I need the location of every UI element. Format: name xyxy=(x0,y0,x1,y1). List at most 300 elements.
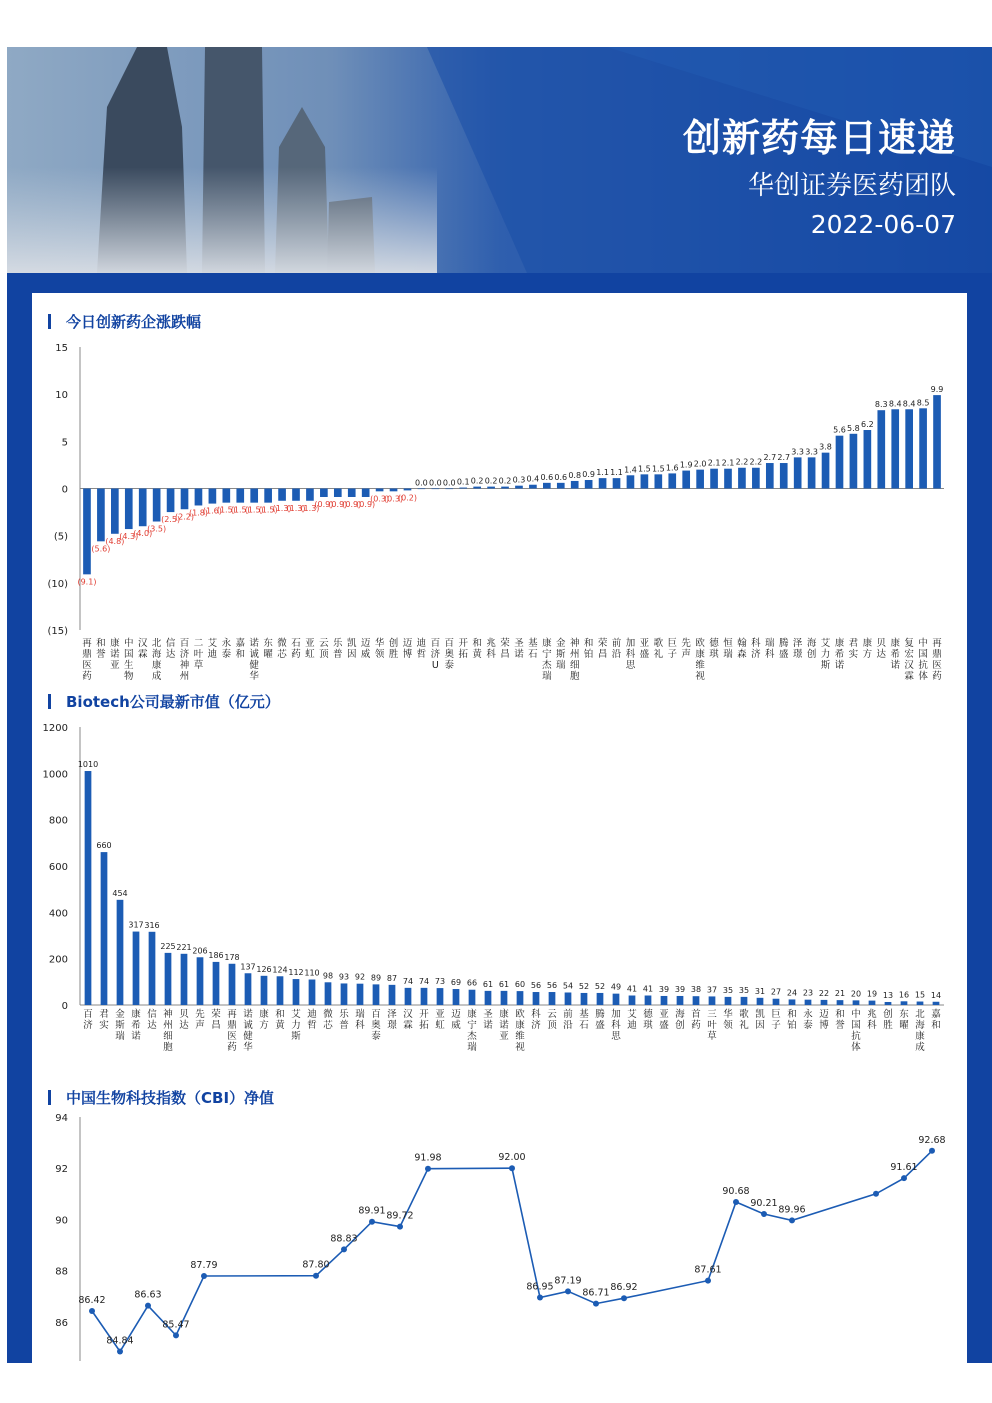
data-label: 90.68 xyxy=(722,1185,750,1197)
data-label: 87.80 xyxy=(302,1259,330,1271)
data-label: 0.4 xyxy=(526,474,540,484)
bar xyxy=(613,994,620,1005)
data-label: (1.3) xyxy=(272,503,292,513)
data-point xyxy=(201,1273,207,1279)
data-point xyxy=(901,1175,907,1181)
data-label: (1.8) xyxy=(188,508,208,518)
category-label: 和铂 xyxy=(583,638,594,660)
data-label: 137 xyxy=(240,962,256,972)
data-label: 1.9 xyxy=(679,460,693,470)
category-label: 康方 xyxy=(259,1009,269,1031)
category-label: 迈博 xyxy=(819,1009,829,1031)
category-label: 贝达 xyxy=(179,1009,189,1031)
category-label: 和誉 xyxy=(835,1009,845,1031)
data-label: 86.92 xyxy=(610,1282,638,1294)
bar xyxy=(629,996,636,1005)
y-tick-label: 400 xyxy=(48,908,68,920)
data-label: 90.21 xyxy=(750,1198,778,1210)
bar xyxy=(738,468,746,489)
data-point xyxy=(89,1308,95,1314)
data-label: 27 xyxy=(770,987,782,997)
bar xyxy=(111,489,119,534)
cbi-line xyxy=(92,1151,932,1352)
data-label: 8.4 xyxy=(902,399,916,409)
data-point xyxy=(425,1166,431,1172)
bar xyxy=(821,1000,828,1005)
data-point xyxy=(705,1278,711,1284)
data-label: 74 xyxy=(418,976,430,986)
bar xyxy=(677,996,684,1005)
category-label: 凯因 xyxy=(755,1009,765,1031)
bar xyxy=(529,485,537,489)
data-label: 38 xyxy=(690,985,702,995)
category-label: 诺诚健华 xyxy=(243,1009,253,1053)
data-label: (4.0) xyxy=(133,529,153,539)
bar xyxy=(85,771,92,1005)
data-label: 89.91 xyxy=(358,1205,386,1217)
bar xyxy=(306,489,314,501)
category-label: 海创 xyxy=(806,638,817,660)
category-label: 迪哲 xyxy=(416,638,427,660)
category-label: 东曜 xyxy=(263,638,273,660)
bar xyxy=(445,489,453,490)
bar xyxy=(757,998,764,1005)
data-label: (4.8) xyxy=(105,536,125,546)
bar xyxy=(837,1000,844,1005)
data-label: 0.0 xyxy=(415,478,428,488)
data-label: 19 xyxy=(866,989,878,999)
category-label: 创胜 xyxy=(388,638,399,660)
bar xyxy=(197,957,204,1005)
data-label: 660 xyxy=(96,841,112,851)
data-label: 0.2 xyxy=(470,476,484,486)
y-tick-label: 600 xyxy=(48,862,68,873)
category-label: 先声 xyxy=(195,1009,205,1031)
category-label: 首药 xyxy=(691,1009,701,1031)
data-label: 52 xyxy=(594,981,606,991)
data-label: 316 xyxy=(144,920,160,930)
category-label: 二叶草 xyxy=(193,638,204,671)
bar xyxy=(836,436,844,489)
bar xyxy=(901,1001,908,1005)
change-chart xyxy=(32,333,967,713)
category-label: 中国抗体 xyxy=(851,1009,861,1053)
data-label: 20 xyxy=(850,989,862,999)
section-title-market-cap xyxy=(48,691,280,712)
data-label: 92 xyxy=(354,972,366,982)
data-label: 91.61 xyxy=(890,1162,918,1174)
bar xyxy=(453,989,460,1005)
bar xyxy=(696,470,704,489)
data-label: (1.5) xyxy=(230,505,250,515)
bar xyxy=(348,489,356,497)
bar xyxy=(437,988,444,1005)
bar xyxy=(864,430,872,488)
bar xyxy=(277,976,284,1005)
bar xyxy=(822,453,830,489)
data-label: 85.47 xyxy=(162,1319,190,1331)
data-label: 92.68 xyxy=(918,1134,946,1146)
section-marker xyxy=(48,1090,51,1105)
category-label: 金斯瑞 xyxy=(556,638,566,671)
category-label: 前沿 xyxy=(563,1009,573,1031)
category-label: 中国抗体 xyxy=(918,638,928,682)
data-label: 225 xyxy=(160,941,176,951)
bar xyxy=(853,1000,860,1005)
data-label: 0.6 xyxy=(540,472,554,482)
bar xyxy=(165,953,172,1005)
category-label: 北海康成 xyxy=(915,1009,925,1053)
category-label: 康希诺 xyxy=(131,1009,141,1042)
bar xyxy=(341,983,348,1005)
category-label: 再鼎医药 xyxy=(932,638,942,682)
category-label: 德琪 xyxy=(709,638,719,660)
category-label: 艾力斯 xyxy=(820,638,831,671)
bar xyxy=(133,932,140,1005)
data-label: 14 xyxy=(930,990,942,1000)
category-label: 艾迪 xyxy=(627,1009,637,1031)
bar xyxy=(236,489,244,503)
data-label: 74 xyxy=(402,976,414,986)
data-label: 87 xyxy=(386,973,398,983)
data-label: 89 xyxy=(370,973,382,983)
y-tick-label: 94 xyxy=(55,1113,68,1124)
data-label: (2.5) xyxy=(161,515,181,525)
data-label: 5.8 xyxy=(847,423,860,433)
data-label: 13 xyxy=(882,990,894,1000)
data-label: 2.7 xyxy=(763,453,777,463)
data-point xyxy=(733,1199,739,1205)
section-marker xyxy=(48,314,51,329)
data-label: 221 xyxy=(176,942,192,952)
category-label: 恒瑞 xyxy=(723,638,733,660)
category-label: 三叶草 xyxy=(707,1009,717,1042)
data-label: 86.42 xyxy=(78,1295,106,1307)
bar xyxy=(917,1002,924,1005)
bar xyxy=(613,478,621,488)
data-label: 0.0 xyxy=(442,478,456,488)
bar xyxy=(181,954,188,1005)
bar xyxy=(125,489,133,530)
data-point xyxy=(173,1332,179,1338)
bar xyxy=(389,985,396,1005)
bar xyxy=(418,489,426,490)
category-label: 乐普 xyxy=(339,1009,349,1031)
data-label: 61 xyxy=(498,979,510,989)
bar xyxy=(741,997,748,1005)
data-label: (1.3) xyxy=(300,503,320,513)
category-label: 前沿 xyxy=(611,638,622,660)
category-label: 欧康维视 xyxy=(695,638,705,682)
bar xyxy=(794,457,802,488)
data-label: 186 xyxy=(208,950,224,960)
category-label: 歌礼 xyxy=(653,638,664,660)
bar xyxy=(627,475,635,488)
bar xyxy=(641,474,649,488)
data-point xyxy=(537,1294,543,1300)
category-label: 亚虹 xyxy=(305,638,315,660)
bar xyxy=(373,984,380,1005)
data-label: 110 xyxy=(304,968,320,978)
data-label: 91.98 xyxy=(414,1152,442,1164)
category-label: 艾迪 xyxy=(207,638,218,660)
category-label: 百奥泰 xyxy=(444,638,455,671)
category-label: 凯因 xyxy=(346,638,357,660)
category-label: 君实 xyxy=(99,1009,109,1031)
data-label: 86.95 xyxy=(526,1281,554,1293)
bar xyxy=(780,463,788,488)
data-label: (0.9) xyxy=(314,499,334,509)
data-label: 88.83 xyxy=(330,1233,358,1245)
category-label: 德琪 xyxy=(643,1009,653,1031)
data-point xyxy=(761,1211,767,1217)
data-label: 5.6 xyxy=(833,425,846,435)
y-tick-label: 0 xyxy=(61,484,68,496)
data-label: 8.4 xyxy=(888,399,902,409)
data-label: 0.9 xyxy=(582,470,596,480)
category-label: 中国生物 xyxy=(124,638,134,682)
bar xyxy=(404,489,412,491)
y-tick-label: 0 xyxy=(61,1001,68,1012)
category-label: 百济 U xyxy=(430,638,441,671)
category-label: 汉霖 xyxy=(403,1009,413,1031)
bar xyxy=(213,962,220,1005)
y-tick-label: 800 xyxy=(48,815,68,827)
bar xyxy=(885,1002,892,1005)
data-label: 8.5 xyxy=(916,398,930,408)
bar xyxy=(167,489,175,513)
bar xyxy=(543,483,551,489)
bar xyxy=(645,996,652,1005)
data-label: (0.3) xyxy=(384,494,404,504)
category-label: 先声 xyxy=(681,638,691,660)
bar xyxy=(766,463,774,488)
data-label: 1010 xyxy=(77,760,99,770)
bar xyxy=(877,410,885,488)
category-label: 和黄 xyxy=(472,638,482,660)
category-label: 石药 xyxy=(291,638,301,660)
data-label: (1.6) xyxy=(202,506,222,516)
data-point xyxy=(341,1246,347,1252)
data-point xyxy=(509,1165,515,1171)
category-label: 微芯 xyxy=(277,638,287,660)
data-label: 0.2 xyxy=(498,476,512,486)
data-label: 35 xyxy=(722,985,734,995)
category-label: 和誉 xyxy=(96,638,106,660)
section-title-text: Biotech公司最新市值（亿元） xyxy=(66,693,280,711)
data-label: (9.1) xyxy=(77,577,97,587)
bar xyxy=(362,489,370,497)
category-label: 百济神州 xyxy=(179,638,190,682)
category-label: 和铂 xyxy=(787,1009,797,1031)
category-label: 和黄 xyxy=(275,1009,285,1031)
category-label: 康方 xyxy=(862,638,873,660)
data-point xyxy=(873,1191,879,1197)
header-banner xyxy=(7,47,992,273)
category-label: 百济 xyxy=(83,1009,93,1031)
bar xyxy=(222,489,230,503)
data-label: 61 xyxy=(482,979,494,989)
report-frame xyxy=(7,47,992,1363)
category-label: 嘉和 xyxy=(235,638,246,660)
data-label: 1.6 xyxy=(665,463,679,473)
bar xyxy=(357,984,364,1005)
data-label: 66 xyxy=(466,978,478,988)
category-label: 欧康维视 xyxy=(515,1009,525,1053)
category-label: 迪哲 xyxy=(307,1009,317,1031)
category-label: 再鼎医药 xyxy=(82,638,92,682)
data-label: 1.1 xyxy=(610,468,623,478)
data-label: 6.2 xyxy=(860,420,874,430)
category-label: 荣昌 xyxy=(500,638,510,660)
category-label: 翰森 xyxy=(737,638,747,660)
category-label: 华领 xyxy=(374,638,385,660)
data-point xyxy=(397,1224,403,1230)
data-label: 0.0 xyxy=(428,478,442,488)
data-label: 87.61 xyxy=(694,1264,722,1276)
data-label: 56 xyxy=(530,981,542,991)
data-label: 3.8 xyxy=(819,442,832,452)
data-label: 0.8 xyxy=(568,470,582,480)
bar xyxy=(533,992,540,1005)
data-label: 84.84 xyxy=(106,1335,134,1347)
bar xyxy=(181,489,189,510)
bar xyxy=(139,489,147,527)
data-label: 35 xyxy=(738,985,750,995)
y-tick-label: 1000 xyxy=(42,769,68,781)
data-label: 60 xyxy=(514,980,526,990)
data-label: 21 xyxy=(834,989,846,999)
data-label: 178 xyxy=(224,952,240,962)
data-label: 89.72 xyxy=(386,1210,414,1222)
category-label: 君实 xyxy=(848,638,859,660)
market-cap-chart xyxy=(32,713,967,1083)
data-point xyxy=(593,1301,599,1307)
team-name: 华创证券医药团队 xyxy=(747,171,956,201)
bar xyxy=(808,457,816,488)
category-label: 兆科 xyxy=(486,638,496,660)
bar xyxy=(390,489,398,492)
category-label: 科济 xyxy=(751,638,761,660)
y-tick-label: 10 xyxy=(55,390,68,402)
category-label: 圣诺 xyxy=(483,1009,493,1031)
bar xyxy=(325,982,332,1005)
bar xyxy=(710,469,718,489)
bar xyxy=(421,988,428,1005)
bar xyxy=(432,489,440,490)
category-label: 加科思 xyxy=(611,1009,621,1042)
data-label: 39 xyxy=(674,984,686,994)
data-label: 2.2 xyxy=(749,457,763,467)
category-label: 康希诺 xyxy=(890,638,900,671)
y-tick-label: 90 xyxy=(55,1215,68,1227)
data-label: (1.3) xyxy=(286,503,306,513)
section-title-text: 中国生物科技指数（CBI）净值 xyxy=(66,1089,275,1107)
category-label: 汉霖 xyxy=(137,638,148,660)
category-label: 神州细胞 xyxy=(569,638,580,682)
y-tick-label: 86 xyxy=(55,1317,68,1329)
y-tick-label: 200 xyxy=(48,954,68,966)
category-label: 微芯 xyxy=(323,1009,333,1031)
data-point xyxy=(789,1217,795,1223)
data-label: 1.5 xyxy=(638,464,651,474)
content-panel xyxy=(32,293,967,1363)
bar xyxy=(933,395,941,488)
category-label: 康诺亚 xyxy=(110,638,120,671)
category-label: 华领 xyxy=(723,1009,733,1031)
bar xyxy=(101,852,108,1005)
category-label: 百奥泰 xyxy=(371,1009,381,1042)
data-label: 52 xyxy=(578,981,590,991)
report-date: 2022-06-07 xyxy=(810,210,956,239)
data-label: 1.5 xyxy=(651,464,665,474)
bar xyxy=(473,487,481,489)
bar xyxy=(724,469,732,489)
cbi-chart xyxy=(32,1111,967,1361)
bar xyxy=(709,996,716,1005)
category-label: 圣诺 xyxy=(514,638,524,660)
bar xyxy=(693,996,700,1005)
category-label: 亚盛 xyxy=(659,1009,669,1031)
data-label: 49 xyxy=(610,982,622,992)
data-label: 3.3 xyxy=(791,447,805,457)
bar xyxy=(229,964,236,1005)
data-point xyxy=(117,1348,123,1354)
category-label: 信达 xyxy=(147,1009,157,1031)
bar xyxy=(850,434,858,489)
data-label: 1.1 xyxy=(596,468,609,478)
data-label: 92.00 xyxy=(498,1152,526,1164)
bar xyxy=(805,1000,812,1005)
data-label: (5.6) xyxy=(91,544,111,554)
bar xyxy=(597,993,604,1005)
category-label: 腾盛 xyxy=(595,1009,605,1031)
data-label: 0.1 xyxy=(456,477,470,487)
bar xyxy=(83,489,91,575)
y-tick-label: (15) xyxy=(47,626,68,637)
data-label: 54 xyxy=(562,981,574,991)
category-label: 瑞科 xyxy=(355,1009,365,1031)
bar xyxy=(293,979,300,1005)
bar xyxy=(209,489,217,504)
y-tick-label: 92 xyxy=(55,1164,68,1176)
category-label: 迈威 xyxy=(451,1009,461,1031)
data-label: (0.2) xyxy=(397,493,417,503)
data-label: (4.3) xyxy=(119,532,139,542)
data-label: 31 xyxy=(754,986,766,996)
data-label: 93 xyxy=(338,972,350,982)
y-tick-label: 1200 xyxy=(42,723,68,734)
bar xyxy=(891,409,899,488)
data-label: 126 xyxy=(256,964,272,974)
data-label: 317 xyxy=(128,920,144,930)
category-label: 科济 xyxy=(531,1009,541,1031)
bar xyxy=(261,976,268,1005)
data-label: 89.96 xyxy=(778,1204,806,1216)
category-label: 诺诚健华 xyxy=(249,638,259,682)
category-label: 康希诺 xyxy=(834,638,845,671)
category-label: 泽璟 xyxy=(387,1009,397,1031)
bar xyxy=(789,999,796,1005)
bar xyxy=(309,980,316,1005)
data-label: 2.1 xyxy=(721,458,735,468)
data-label: 86.63 xyxy=(134,1289,162,1301)
category-label: 神州细胞 xyxy=(163,1009,173,1053)
bar xyxy=(485,991,492,1005)
data-label: 37 xyxy=(706,985,718,995)
bar xyxy=(668,473,676,488)
bar xyxy=(661,996,668,1005)
